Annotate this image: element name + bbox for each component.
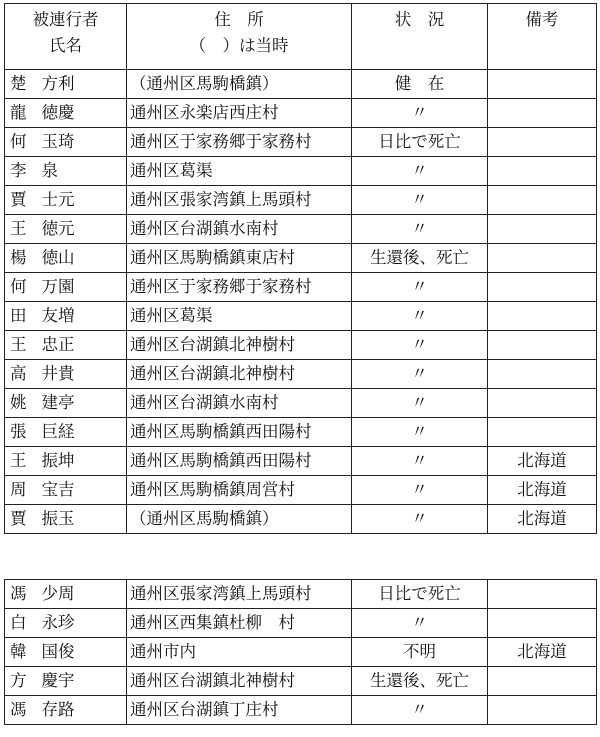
surname: 何: [10, 276, 27, 296]
name-cell: [5, 418, 127, 447]
table-row: [5, 157, 597, 186]
remarks-cell: [488, 418, 597, 447]
name-cell: [5, 244, 127, 273]
status-cell: 〃: [352, 476, 488, 505]
name-cell: [5, 609, 127, 638]
table-row: [5, 273, 597, 302]
address-cell: 通州区馬駒橋鎮周営村: [127, 476, 352, 505]
remarks-cell: [488, 580, 597, 609]
given-name: 徳元: [41, 218, 75, 238]
remarks-cell: 北海道: [488, 447, 597, 476]
given-name: 宝吉: [41, 479, 75, 499]
remarks-cell: 北海道: [488, 476, 597, 505]
status-cell: 〃: [352, 696, 488, 725]
surname: 王: [10, 218, 27, 238]
table-row: [5, 360, 597, 389]
remarks-cell: [488, 157, 597, 186]
remarks-cell: 北海道: [488, 505, 597, 534]
remarks-cell: [488, 360, 597, 389]
given-name: 存路: [41, 699, 75, 719]
table-row: [5, 696, 597, 725]
remarks-cell: [488, 70, 597, 99]
header-status-label: 状 況: [394, 10, 445, 29]
remarks-cell: [488, 389, 597, 418]
surname: 楊: [10, 247, 27, 267]
remarks-cell: [488, 667, 597, 696]
table-body-second: [5, 580, 597, 725]
header-name: [5, 4, 127, 70]
status-cell: 生還後、死亡: [352, 244, 488, 273]
table-row: [5, 580, 597, 609]
status-cell: 〃: [352, 302, 488, 331]
given-name: 方利: [41, 73, 75, 93]
surname: 楚: [10, 73, 27, 93]
address-cell: 通州区張家湾鎮上馬頭村: [127, 186, 352, 215]
address-cell: 通州区葛渠: [127, 157, 352, 186]
table-row: [5, 505, 597, 534]
surname: 方: [10, 670, 27, 690]
name-cell: [5, 186, 127, 215]
name-cell: [5, 476, 127, 505]
status-cell: 〃: [352, 389, 488, 418]
table-header-row: [5, 4, 597, 70]
table-row: [5, 331, 597, 360]
name-cell: [5, 302, 127, 331]
given-name: 玉琦: [41, 131, 75, 151]
address-cell: 通州区西集鎮杜柳 村: [127, 609, 352, 638]
surname: 高: [10, 363, 27, 383]
status-cell: 〃: [352, 505, 488, 534]
status-cell: 〃: [352, 609, 488, 638]
header-name-line1: 被連行者: [32, 10, 99, 29]
address-cell: 通州区台湖鎮丁庄村: [127, 696, 352, 725]
given-name: 徳慶: [41, 102, 75, 122]
surname: 李: [10, 160, 27, 180]
header-address-line1: 住 所: [214, 10, 264, 29]
header-address-line2: （ ）は当時: [189, 36, 289, 55]
remarks-cell: [488, 128, 597, 157]
given-name: 友増: [41, 305, 75, 325]
surname: 馮: [10, 699, 27, 719]
status-cell: 生還後、死亡: [352, 667, 488, 696]
given-name: 忠正: [41, 334, 75, 354]
name-cell: [5, 696, 127, 725]
surname: 姚: [10, 392, 27, 412]
remarks-cell: [488, 302, 597, 331]
name-cell: [5, 360, 127, 389]
name-cell: [5, 331, 127, 360]
given-name: 振坤: [41, 450, 75, 470]
table-row: [5, 128, 597, 157]
address-cell: 通州区馬駒橋鎮東店村: [127, 244, 352, 273]
given-name: 少周: [41, 583, 75, 603]
name-cell: [5, 70, 127, 99]
status-cell: 〃: [352, 157, 488, 186]
remarks-cell: [488, 331, 597, 360]
given-name: 国俊: [41, 641, 75, 661]
remarks-cell: [488, 696, 597, 725]
status-cell: 〃: [352, 360, 488, 389]
surname: 田: [10, 305, 27, 325]
table-row: [5, 476, 597, 505]
table-body-main: [5, 70, 597, 534]
given-name: 井貴: [41, 363, 75, 383]
name-cell: [5, 128, 127, 157]
remarks-cell: [488, 273, 597, 302]
address-cell: 通州区台湖鎮北神樹村: [127, 331, 352, 360]
status-cell: 健 在: [352, 70, 488, 99]
status-cell: 日比で死亡: [352, 128, 488, 157]
surname: 何: [10, 131, 27, 151]
table-row: [5, 418, 597, 447]
name-cell: [5, 389, 127, 418]
given-name: 振玉: [41, 508, 75, 528]
surname: 龍: [10, 102, 27, 122]
name-cell: [5, 505, 127, 534]
name-cell: [5, 273, 127, 302]
table-row: [5, 244, 597, 273]
address-cell: 通州区張家湾鎮上馬頭村: [127, 580, 352, 609]
victims-table-second: [4, 579, 597, 725]
table-row: [5, 99, 597, 128]
header-remarks: [488, 4, 597, 70]
remarks-cell: [488, 186, 597, 215]
table-row: [5, 389, 597, 418]
address-cell: 通州区馬駒橋鎮西田陽村: [127, 447, 352, 476]
table-row: [5, 215, 597, 244]
address-cell: 通州区于家務郷于家務村: [127, 273, 352, 302]
table-row: [5, 186, 597, 215]
address-cell: 通州区台湖鎮水南村: [127, 389, 352, 418]
victims-table-main: [4, 3, 597, 534]
name-cell: [5, 667, 127, 696]
surname: 白: [10, 612, 27, 632]
address-cell: （通州区馬駒橋鎮）: [127, 505, 352, 534]
surname: 馮: [10, 583, 27, 603]
given-name: 永珍: [41, 612, 75, 632]
remarks-cell: [488, 609, 597, 638]
header-name-line2: 氏名: [49, 36, 82, 55]
table-row: [5, 638, 597, 667]
address-cell: 通州区台湖鎮北神樹村: [127, 667, 352, 696]
status-cell: 日比で死亡: [352, 580, 488, 609]
address-cell: 通州区台湖鎮北神樹村: [127, 360, 352, 389]
header-remarks-label: 備考: [525, 10, 559, 29]
status-cell: 〃: [352, 99, 488, 128]
status-cell: 不明: [352, 638, 488, 667]
surname: 王: [10, 450, 27, 470]
surname: 周: [10, 479, 27, 499]
header-address: [127, 4, 352, 70]
remarks-cell: [488, 244, 597, 273]
status-cell: 〃: [352, 215, 488, 244]
address-cell: 通州区台湖鎮水南村: [127, 215, 352, 244]
address-cell: （通州区馬駒橋鎮）: [127, 70, 352, 99]
given-name: 士元: [41, 189, 75, 209]
status-cell: 〃: [352, 186, 488, 215]
address-cell: 通州区永楽店西庄村: [127, 99, 352, 128]
table-row: [5, 302, 597, 331]
given-name: 徳山: [41, 247, 75, 267]
name-cell: [5, 580, 127, 609]
status-cell: 〃: [352, 331, 488, 360]
surname: 賈: [10, 508, 27, 528]
surname: 韓: [10, 641, 27, 661]
status-cell: 〃: [352, 447, 488, 476]
table-row: [5, 609, 597, 638]
given-name: 泉: [41, 160, 58, 180]
name-cell: [5, 447, 127, 476]
given-name: 巨経: [41, 421, 75, 441]
surname: 王: [10, 334, 27, 354]
name-cell: [5, 99, 127, 128]
name-cell: [5, 638, 127, 667]
remarks-cell: [488, 99, 597, 128]
status-cell: 〃: [352, 273, 488, 302]
name-cell: [5, 215, 127, 244]
table-row: [5, 667, 597, 696]
address-cell: 通州区葛渠: [127, 302, 352, 331]
address-cell: 通州市内: [127, 638, 352, 667]
surname: 賈: [10, 189, 27, 209]
name-cell: [5, 157, 127, 186]
table-row: [5, 70, 597, 99]
table-row: [5, 447, 597, 476]
status-cell: 〃: [352, 418, 488, 447]
remarks-cell: [488, 215, 597, 244]
address-cell: 通州区于家務郷于家務村: [127, 128, 352, 157]
given-name: 慶宇: [41, 670, 75, 690]
surname: 張: [10, 421, 27, 441]
remarks-cell: 北海道: [488, 638, 597, 667]
given-name: 万園: [41, 276, 75, 296]
header-status: [352, 4, 488, 70]
given-name: 建亭: [41, 392, 75, 412]
address-cell: 通州区馬駒橋鎮西田陽村: [127, 418, 352, 447]
